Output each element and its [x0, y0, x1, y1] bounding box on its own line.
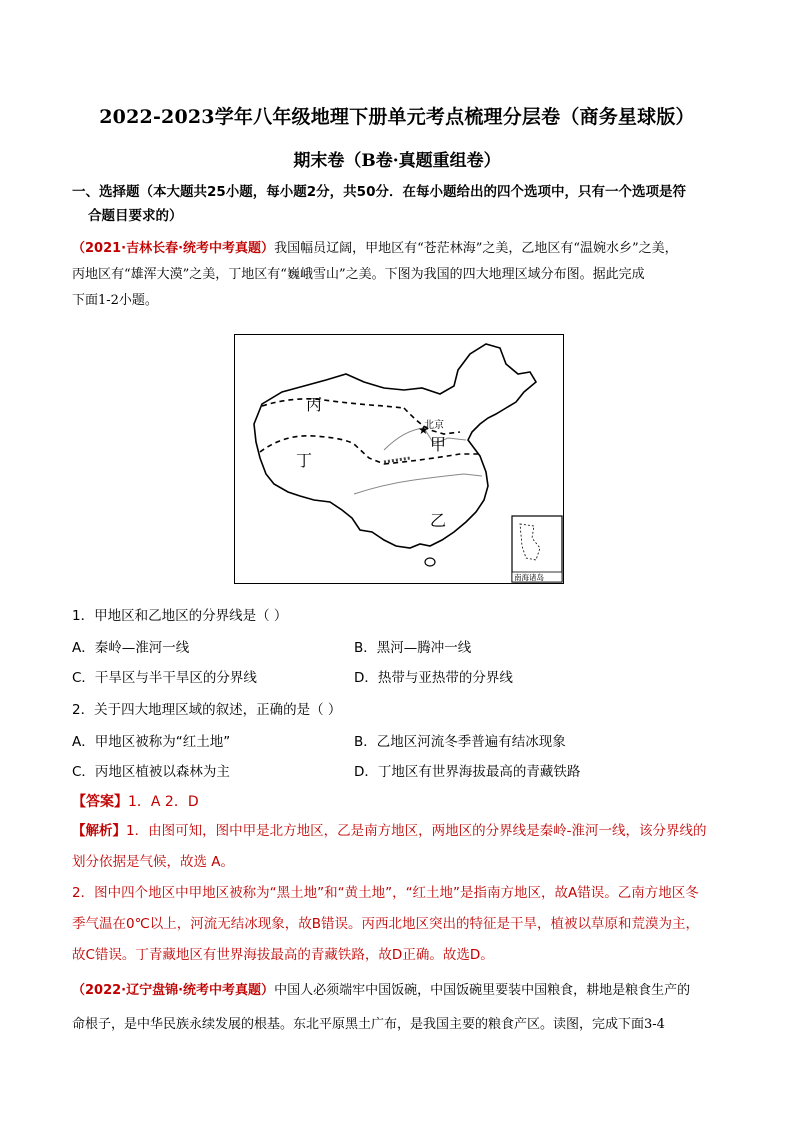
china-regions-map [234, 334, 564, 584]
passage-1 [72, 236, 732, 314]
answer-value: 1．A 2．D [128, 794, 199, 810]
explanation-line-5: 故C错误。丁青藏地区有世界海拔最高的青藏铁路，故D正确。故选D。 [72, 947, 494, 963]
question-1-option-a: A．秦岭—淮河一线 [72, 640, 190, 656]
question-2-stem: 2．关于四大地理区域的叙述，正确的是（ ） [72, 702, 342, 718]
passage-1-text-2: 丙地区有“雄浑大漠”之美，丁地区有“巍峨雪山”之美。下图为我国的四大地理区域分布图。据此完成 [72, 267, 645, 282]
map-label-jia: 甲 [430, 435, 447, 454]
explanation-line-2: 划分依据是气候，故选 A。 [72, 854, 235, 870]
answer-block [72, 791, 199, 811]
passage-2-text-1: 中国人必须端牢中国饭碗，中国饭碗里要装中国粮食，耕地是粮食生产的 [274, 983, 691, 998]
question-2-option-c: C．丙地区植被以森林为主 [72, 764, 230, 780]
explanation-line-4: 季气温在0℃以上，河流无结冰现象，故B错误。丙西北地区突出的特征是干旱，植被以草原和荒漠为主， [72, 916, 700, 932]
passage-1-text-3: 下面1-2小题。 [72, 293, 158, 308]
map-label-ding: 丁 [296, 451, 313, 470]
section-heading-line2: 合题目要求的） [88, 208, 183, 224]
section-heading-line1: 一、选择题（本大题共25小题，每小题2分，共50分．在每小题给出的四个选项中，只有一个选项是符 [72, 184, 686, 200]
question-2-option-b: B．乙地区河流冬季普遍有结冰现象 [354, 734, 566, 750]
question-1-stem: 1．甲地区和乙地区的分界线是（ ） [72, 608, 288, 624]
passage-2-text-2: 命根子，是中华民族永续发展的根基。东北平原黑土广布，是我国主要的粮食产区。读图，完成下面3-4 [72, 1017, 665, 1032]
question-1-option-d: D．热带与亚热带的分界线 [354, 670, 513, 686]
explanation-line-3: 2．图中四个地区中甲地区被称为“黑土地”和“黄土地”，“红土地”是指南方地区，故A错误。乙南方地区冬 [72, 885, 699, 901]
answer-label: 【答案】 [72, 794, 128, 810]
passage-2 [72, 974, 732, 1042]
document-subtitle: 期末卷（B卷·真题重组卷） [293, 151, 501, 171]
section-heading [72, 180, 732, 228]
inset-label: 南海诸岛 [514, 573, 544, 582]
question-1-option-b: B．黑河—腾冲一线 [354, 640, 472, 656]
svg-text:★: ★ [418, 423, 429, 437]
map-label-beijing: 北京 [424, 420, 444, 431]
explanation-line-1: 1．由图可知，图中甲是北方地区，乙是南方地区，两地区的分界线是秦岭-淮河一线，该分界线的 [126, 823, 707, 839]
map-label-bing: 丙 [306, 395, 323, 414]
passage-2-source: （2022·辽宁盘锦·统考中考真题） [72, 983, 275, 998]
explanation-label: 【解析】 [72, 823, 126, 839]
passage-1-text-1: 我国幅员辽阔，甲地区有“苍茫林海”之美，乙地区有“温婉水乡”之美， [274, 241, 678, 256]
question-2-option-a: A．甲地区被称为“红土地” [72, 734, 231, 750]
map-label-yi: 乙 [430, 511, 447, 530]
passage-1-source: （2021·吉林长春·统考中考真题） [72, 241, 275, 256]
document-title: 2022-2023学年八年级地理下册单元考点梳理分层卷（商务星球版） [99, 106, 695, 128]
question-1-option-c: C．干旱区与半干旱区的分界线 [72, 670, 257, 686]
explanation-block [72, 816, 732, 971]
question-2-option-d: D．丁地区有世界海拔最高的青藏铁路 [354, 764, 581, 780]
